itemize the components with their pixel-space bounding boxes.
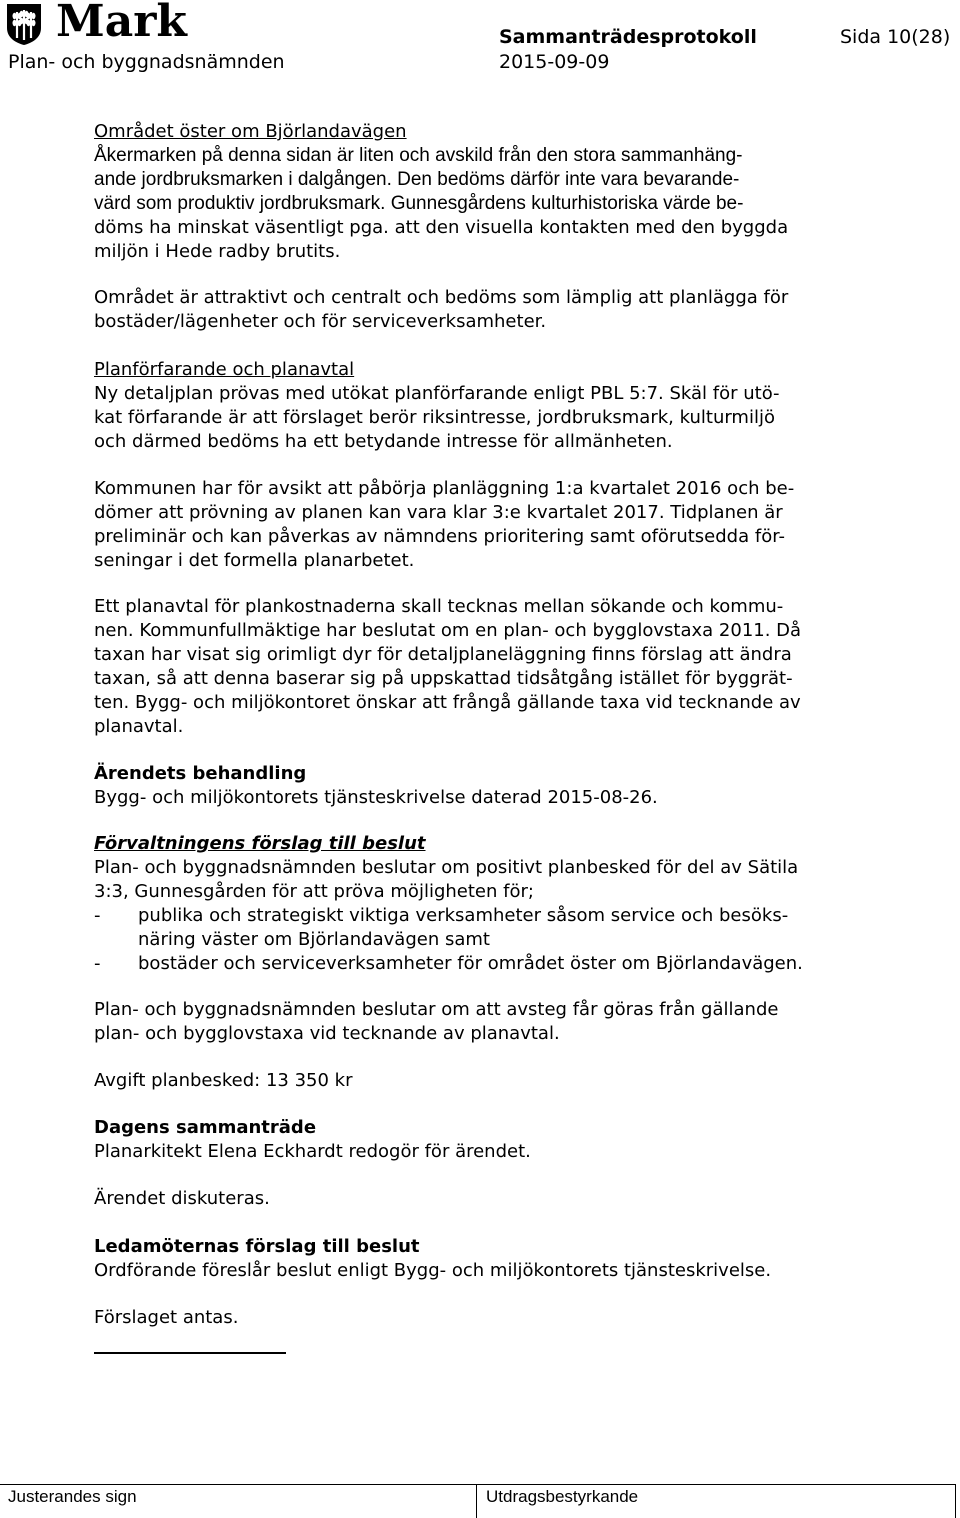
paragraph-line: kat förfarande är att förslaget berör riksintresse, jordbruksmark, kulturmiljö xyxy=(94,407,775,428)
section-plan-procedure xyxy=(94,358,884,454)
paragraph-line: Ny detaljplan prövas med utökat planförfarande enligt PBL 5:7. Skäl för utö- xyxy=(94,383,780,404)
paragraph-line: Avgift planbesked: 13 350 kr xyxy=(94,1070,353,1091)
paragraph xyxy=(94,477,884,573)
section-heading: Ärendets behandling xyxy=(94,763,307,784)
paragraph-line: seningar i det formella planarbetet. xyxy=(94,550,415,571)
paragraph-line: Förslaget antas. xyxy=(94,1307,239,1328)
paragraph-line: dömer att prövning av planen kan vara klar 3:e kvartalet 2017. Tidplanen är xyxy=(94,502,783,523)
paragraph xyxy=(94,1306,884,1330)
paragraph-line: och därmed bedöms ha ett betydande intresse för allmänheten. xyxy=(94,431,673,452)
section-administration-proposal xyxy=(94,832,884,976)
paragraph-line: preliminär och kan påverkas av nämndens prioritering samt oförutsedda för- xyxy=(94,526,785,547)
paragraph-line: Bygg- och miljökontorets tjänsteskrivelse daterad 2015-08-26. xyxy=(94,787,658,808)
paragraph-line: Området är attraktivt och centralt och bedöms som lämplig att planlägga för xyxy=(94,287,789,308)
list-item-line: publika och strategiskt viktiga verksamheter såsom service och besöks- xyxy=(138,905,789,926)
paragraph-line: Planarkitekt Elena Eckhardt redogör för ärendet. xyxy=(94,1141,531,1162)
section-heading: Ledamöternas förslag till beslut xyxy=(94,1236,420,1257)
footer-divider xyxy=(476,1484,477,1518)
paragraph-line: planavtal. xyxy=(94,716,184,737)
list-item xyxy=(94,952,884,976)
signature-rule xyxy=(94,1352,286,1354)
paragraph-line: Ärendet diskuteras. xyxy=(94,1188,270,1209)
list-item xyxy=(94,904,884,952)
paragraph-line: Kommunen har för avsikt att påbörja planläggning 1:a kvartalet 2016 och be- xyxy=(94,478,795,499)
section-case-handling xyxy=(94,762,884,810)
paragraph-line: plan- och bygglovstaxa vid tecknande av planavtal. xyxy=(94,1023,560,1044)
footer-extract-label: Utdragsbestyrkande xyxy=(486,1487,639,1506)
document-type: Sammanträdesprotokoll xyxy=(499,26,757,48)
paragraph-line: ande jordbruksmarken i dalgången. Den bedöms därför inte vara bevarande- xyxy=(94,169,740,190)
paragraph-line: Ett planavtal för plankostnaderna skall tecknas mellan sökande och kommu- xyxy=(94,596,784,617)
paragraph-line: taxan, så att denna baserar sig på uppskattad tidsåtgång istället för byggrät- xyxy=(94,668,793,689)
paragraph-line: döms ha minskat väsentligt pga. att den visuella kontakten med den byggda xyxy=(94,217,789,238)
paragraph-line: ten. Bygg- och miljökontoret önskar att frångå gällande taxa vid tecknande av xyxy=(94,692,801,713)
section-area-east xyxy=(94,120,884,264)
footer-sign-label: Justerandes sign xyxy=(8,1487,137,1506)
paragraph-line: miljön i Hede radby brutits. xyxy=(94,241,341,262)
paragraph-line: 3:3, Gunnesgården för att pröva möjligheten för; xyxy=(94,881,534,902)
section-members-proposal xyxy=(94,1235,884,1283)
list-bullet: - xyxy=(94,905,101,926)
paragraph xyxy=(94,1187,884,1211)
paragraph-line: nen. Kommunfullmäktige har beslutat om en plan- och bygglovstaxa 2011. Då xyxy=(94,620,802,641)
footer-divider xyxy=(955,1484,956,1518)
list-item-line: näring väster om Björlandavägen samt xyxy=(138,929,490,950)
paragraph-line: bostäder/lägenheter och för serviceverksamheter. xyxy=(94,311,547,332)
section-heading: Förvaltningens förslag till beslut xyxy=(94,833,426,854)
paragraph-line: Plan- och byggnadsnämnden beslutar om att avsteg får göras från gällande xyxy=(94,999,779,1020)
paragraph-line: värd som produktiv jordbruksmark. Gunnesgårdens kulturhistoriska värde be- xyxy=(94,193,744,214)
paragraph-line: Plan- och byggnadsnämnden beslutar om positivt planbesked för del av Sätila xyxy=(94,857,799,878)
paragraph-line: Åkermarken på denna sidan är liten och avskild från den stora sammanhäng- xyxy=(94,145,743,166)
brand-wordmark: Mark xyxy=(56,0,187,47)
page-number: Sida 10(28) xyxy=(840,26,951,48)
meeting-date: 2015-09-09 xyxy=(499,51,610,73)
paragraph-line: Ordförande föreslår beslut enligt Bygg- och miljökontorets tjänsteskrivelse. xyxy=(94,1260,772,1281)
committee-name: Plan- och byggnadsnämnden xyxy=(8,51,285,73)
paragraph xyxy=(94,998,884,1046)
paragraph xyxy=(94,595,884,739)
paragraph xyxy=(94,286,884,334)
section-todays-meeting xyxy=(94,1116,884,1164)
list-bullet: - xyxy=(94,953,101,974)
list-item-line: bostäder och serviceverksamheter för området öster om Björlandavägen. xyxy=(138,953,803,974)
section-heading: Området öster om Björlandavägen xyxy=(94,121,407,142)
section-heading: Dagens sammanträde xyxy=(94,1117,317,1138)
municipality-crest-icon xyxy=(4,2,44,46)
section-heading: Planförfarande och planavtal xyxy=(94,359,355,380)
fee-line xyxy=(94,1069,884,1093)
paragraph-line: taxan har visat sig orimligt dyr för detaljplaneläggning finns förslag att ändra xyxy=(94,644,792,665)
footer-rule xyxy=(0,1484,956,1485)
